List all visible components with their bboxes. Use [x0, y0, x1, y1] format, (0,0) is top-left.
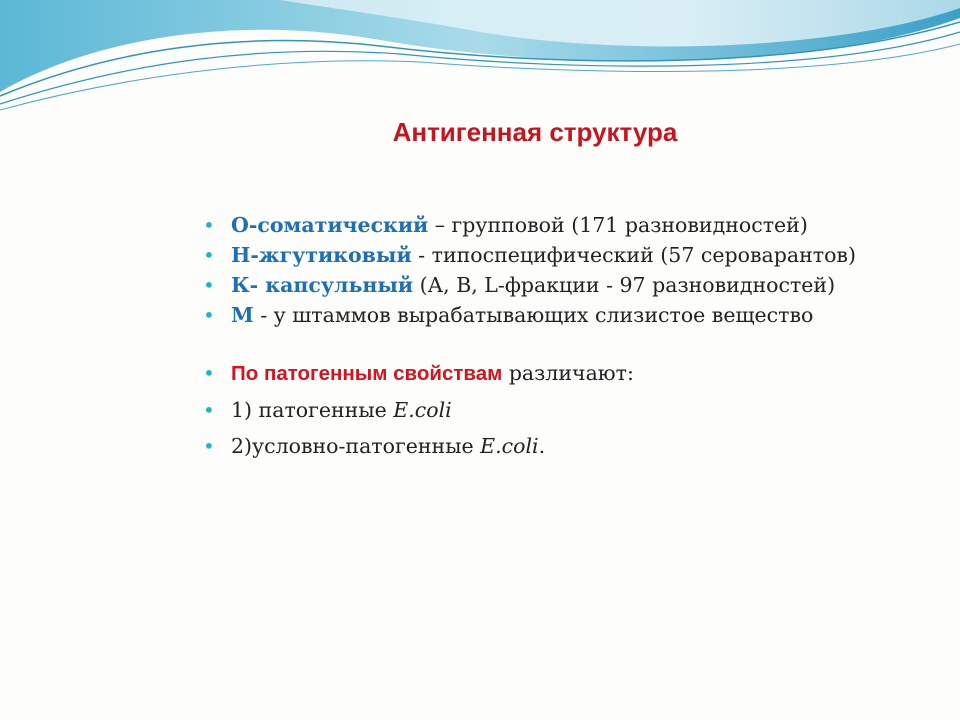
item-term: К- капсульный	[231, 273, 414, 297]
spacer	[203, 330, 903, 358]
pathogen-line-2: 2)условно-патогенные	[231, 434, 481, 458]
period: .	[538, 434, 546, 458]
item-text: – групповой (171 разновидностей)	[428, 213, 808, 237]
list-item	[203, 431, 903, 461]
bullet-icon: •	[203, 213, 215, 237]
item-text: - у штаммов вырабатывающих слизистое вещество	[253, 303, 814, 327]
list-item	[203, 270, 903, 300]
pathogen-line-1: 1) патогенные	[231, 398, 394, 422]
pathogen-term: По патогенным свойствам	[231, 362, 503, 385]
item-text: - типоспецифический (57 сероварантов)	[411, 243, 856, 267]
item-term: О-соматический	[231, 213, 429, 237]
item-term: М	[231, 303, 254, 327]
bullet-icon: •	[203, 398, 215, 422]
bullet-icon: •	[203, 361, 215, 385]
item-text: (А, В, L-фракции - 97 разновидностей)	[413, 273, 836, 297]
slide-title: Антигенная структура	[392, 117, 678, 147]
list-item	[203, 300, 903, 330]
bullet-icon: •	[203, 243, 215, 267]
species-name: E.coli	[393, 398, 452, 422]
species-name: E.coli	[480, 434, 539, 458]
list-item	[203, 210, 903, 240]
item-term: Н-жгутиковый	[231, 243, 412, 267]
bullet-icon: •	[203, 273, 215, 297]
list-item	[203, 358, 903, 389]
bullet-icon: •	[203, 303, 215, 327]
content-list	[203, 210, 903, 461]
bullet-icon: •	[203, 434, 215, 458]
list-item	[203, 240, 903, 270]
pathogen-text: различают:	[502, 361, 634, 385]
header-wave-decoration	[0, 0, 960, 120]
list-item	[203, 395, 903, 425]
